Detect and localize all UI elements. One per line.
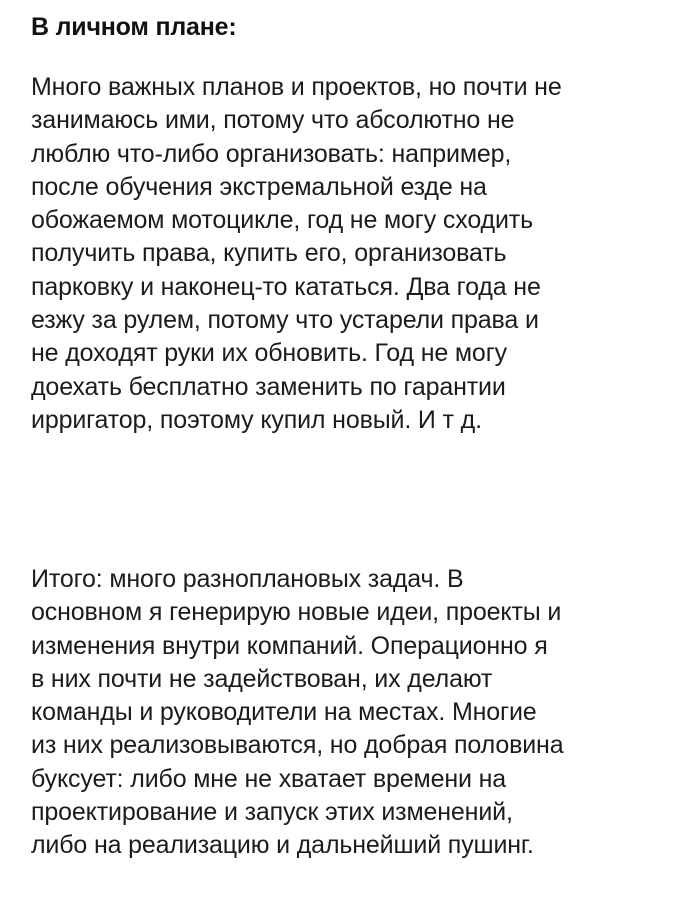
text-line: в них почти не задействован, их делают bbox=[31, 664, 493, 693]
text-line: получить права, купить его, организовать bbox=[31, 239, 507, 268]
text-line: после обучения экстремальной езде на bbox=[31, 172, 487, 201]
text-line: ирригатор, поэтому купил новый. И т д. bbox=[31, 405, 482, 434]
text-line: не доходят руки их обновить. Год не могу bbox=[31, 339, 508, 368]
text-line: люблю что-либо организовать: например, bbox=[31, 139, 512, 168]
text-line: Много важных планов и проектов, но почти не bbox=[31, 73, 562, 101]
text-line: буксует: либо мне не хватает времени на bbox=[31, 764, 506, 793]
text-line: изменения внутри компаний. Операционно я bbox=[31, 631, 548, 660]
text-line: обожаемом мотоцикле, год не могу сходить bbox=[31, 206, 533, 235]
text-line: Итого: много разноплановых задач. В bbox=[31, 565, 464, 593]
text-line: из них реализовываются, но добрая половина bbox=[31, 731, 564, 760]
text-line: основном я генерирую новые идеи, проекты и bbox=[31, 598, 562, 627]
paragraph-summary bbox=[31, 563, 563, 863]
text-line: проектирование и запуск этих изменений, bbox=[31, 798, 513, 827]
text-line: доехать бесплатно заменить по гарантии bbox=[31, 372, 506, 401]
text-line: команды и руководители на местах. Многие bbox=[31, 698, 537, 727]
text-line: либо на реализацию и дальнейший пушинг. bbox=[31, 831, 534, 860]
paragraph-personal-plans bbox=[31, 71, 562, 437]
text-line: занимаюсь ими, потому что абсолютно не bbox=[31, 106, 515, 135]
section-heading: В личном плане: bbox=[31, 13, 237, 41]
text-line: езжу за рулем, потому что устарели права и bbox=[31, 306, 539, 335]
text-line: парковку и наконец-то кататься. Два года не bbox=[31, 272, 541, 301]
